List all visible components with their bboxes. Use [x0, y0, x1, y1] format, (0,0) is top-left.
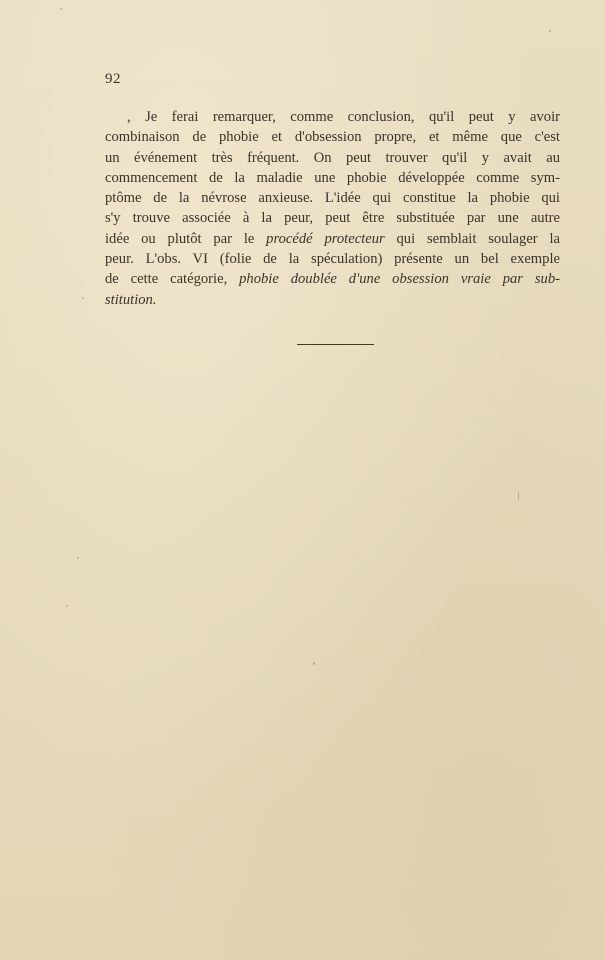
- paper-speck: [60, 8, 62, 10]
- page-number: 92: [105, 71, 121, 87]
- text-line: [105, 168, 560, 188]
- text-line: [105, 269, 560, 289]
- paper-speck: [518, 492, 519, 500]
- text-line: [105, 229, 560, 249]
- section-divider: [297, 344, 374, 345]
- italic-text: phobie doublée d'une obsession vraie par sub-: [239, 271, 560, 288]
- text-run: commencement de la maladie une phobie développée comme sym-: [105, 169, 560, 186]
- italic-text: stitution.: [105, 291, 157, 308]
- text-line: [105, 148, 560, 168]
- text-run: peur. L'obs. VI (folie de la spéculation) présente un bel exemple: [105, 251, 560, 268]
- text-line: [105, 127, 560, 147]
- text-line: [105, 208, 560, 228]
- text-run: ptôme de la névrose anxieuse. L'idée qui constitue la phobie qui: [105, 190, 560, 207]
- paper-speck: [66, 605, 68, 607]
- text-line: [105, 188, 560, 208]
- paper-speck: [82, 297, 84, 299]
- paper-speck: [549, 30, 551, 32]
- text-run: idée ou plutôt par le: [105, 230, 267, 247]
- paragraph: [105, 107, 560, 310]
- paper-speck: [313, 662, 315, 665]
- text-run: combinaison de phobie et d'obsession propre, et même que c'est: [105, 129, 560, 146]
- text-run: s'y trouve associée à la peur, peut être substituée par une autre: [105, 210, 560, 227]
- text-line: [105, 249, 560, 269]
- text-line: [105, 107, 560, 127]
- text-run: qui semblait soulager la: [384, 230, 561, 247]
- text-run: un événement très fréquent. On peut trouver qu'il y avait au: [105, 149, 560, 166]
- text-run: de cette catégorie,: [105, 271, 240, 288]
- text-line: [105, 290, 560, 310]
- italic-text: procédé protecteur: [266, 230, 385, 247]
- text-run: , Je ferai remarquer, comme conclusion, qu'il peut y avoir: [127, 109, 560, 125]
- paper-speck: [77, 557, 79, 559]
